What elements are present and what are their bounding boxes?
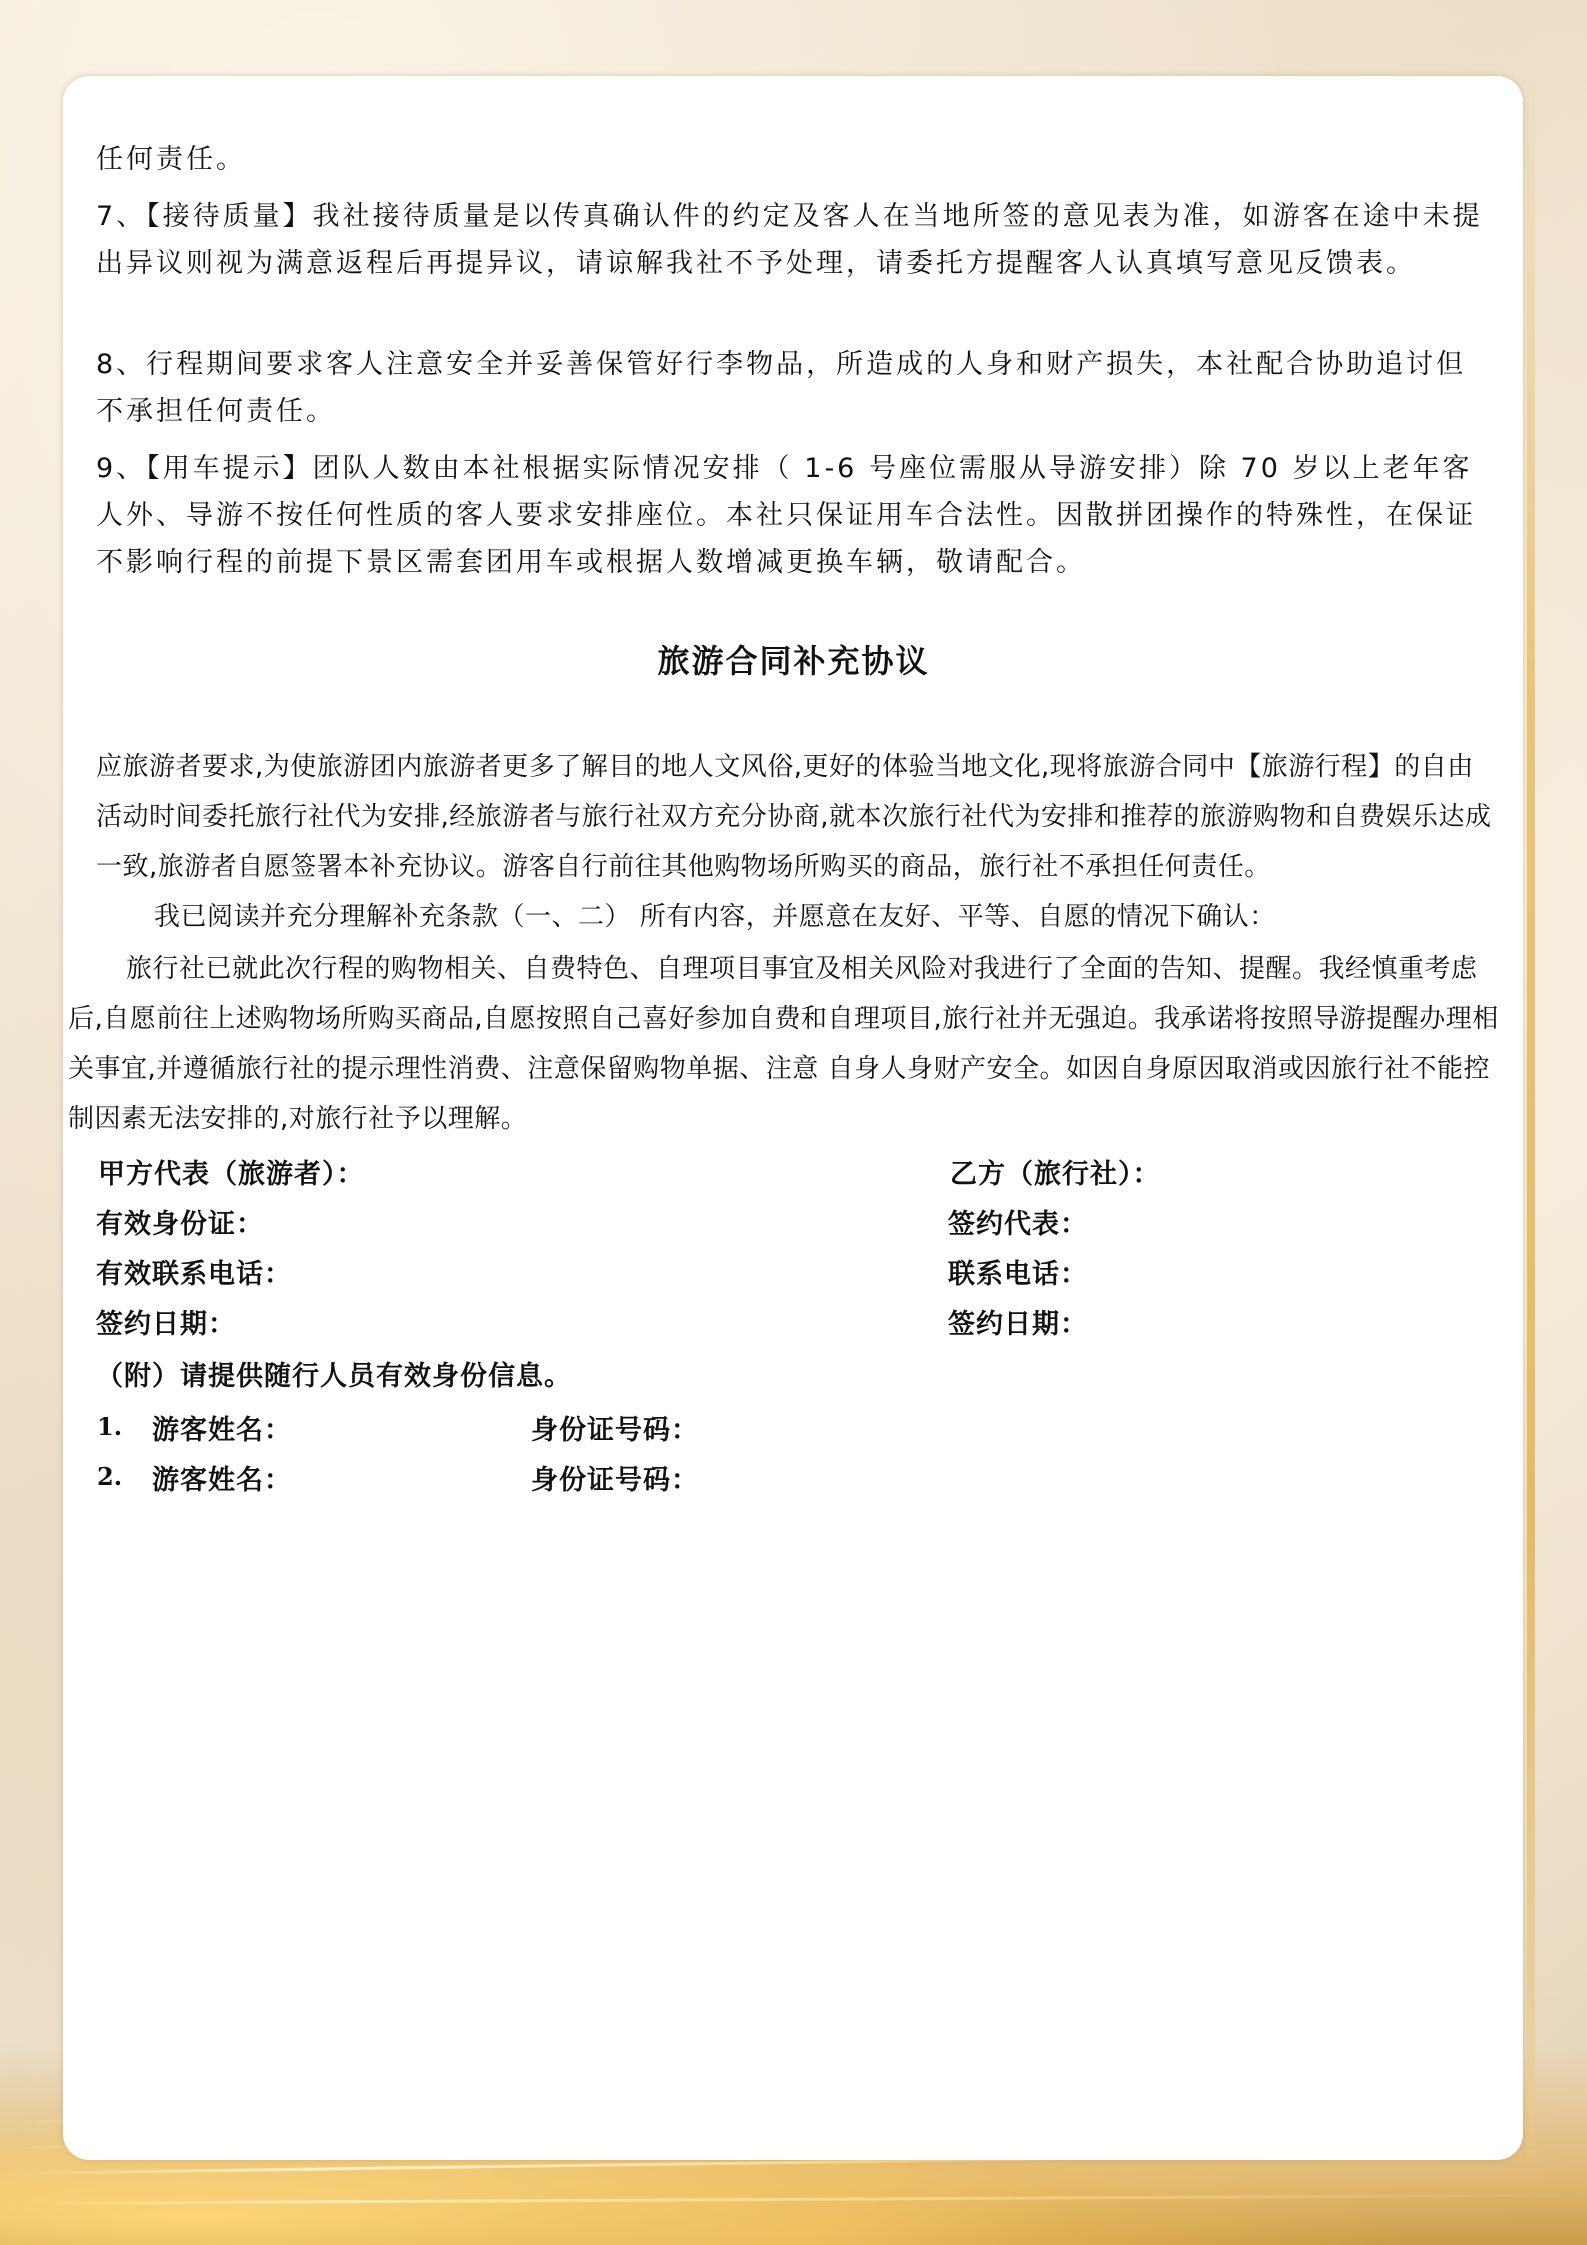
companion-name-label: 游客姓名： bbox=[152, 1465, 292, 1496]
term-8-safety: 8、行程期间要求客人注意安全并妥善保管好行李物品，所造成的人身和财产损失，本社配合协助追讨但不承担任何责任。 bbox=[96, 349, 1467, 427]
party-a-id-label: 有效身份证： bbox=[96, 1209, 264, 1240]
party-a-label: 甲方代表（旅游者）： bbox=[98, 1159, 365, 1190]
companions-note: （附）请提供随行人员有效身份信息。 bbox=[96, 1361, 572, 1392]
agreement-intro: 应旅游者要求,为使旅游团内旅游者更多了解目的地人文风俗,更好的体验当地文化,现将旅游合同中【旅游行程】的自由活动时间委托旅行社代为安排,经旅游者与旅行社双方充分协商,就本次旅行社代为安排和推荐的旅游购物和自费娱乐达成一致,旅游者自愿签署本补充协议。游客自行前往其他购物场所购买的商品，旅行社不承担任何责任。 bbox=[96, 752, 1492, 882]
party-a-date-label: 签约日期： bbox=[96, 1309, 236, 1340]
companion-row-number: 1. bbox=[97, 1412, 123, 1441]
companion-id-label: 身份证号码： bbox=[531, 1415, 699, 1446]
term-9-vehicle: 9、【用车提示】团队人数由本社根据实际情况安排（ 1-6 号座位需服从导游安排）除 70 岁以上老年客人外、导游不按任何性质的客人要求安排座位。本社只保证用车合法性。因散拼团操作的特殊性，在保证不影响行程的前提下景区需套团用车或根据人数增减更换车辆，敬请配合。 bbox=[96, 453, 1476, 578]
companion-row-number: 2. bbox=[97, 1462, 123, 1491]
agreement-statement: 旅行社已就此次行程的购物相关、自费特色、自理项目事宜及相关风险对我进行了全面的告知、提醒。我经慎重考虑后,自愿前往上述购物场所购买商品,自愿按照自己喜好参加自费和自理项目,旅行社并无强迫。我承诺将按照导游提醒办理相关事宜,并遵循旅行社的提示理性消费、注意保留购物单据、注意 自身人身财产安全。如因自身原因取消或因旅行社不能控制因素无法安排的,对旅行社予以理解。 bbox=[68, 954, 1499, 1134]
party-a-phone-label: 有效联系电话： bbox=[96, 1259, 292, 1290]
party-b-phone-label: 联系电话： bbox=[948, 1259, 1088, 1290]
party-b-rep-label: 签约代表： bbox=[948, 1209, 1088, 1240]
term-7-reception-quality: 7、【接待质量】我社接待质量是以传真确认件的约定及客人在当地所签的意见表为准，如游客在途中未提出异议则视为满意返程后再提异议，请谅解我社不予处理，请委托方提醒客人认真填写意见反馈表。 bbox=[96, 201, 1483, 279]
party-b-label: 乙方（旅行社）： bbox=[950, 1159, 1161, 1190]
companion-id-label: 身份证号码： bbox=[531, 1465, 699, 1496]
agreement-title: 旅游合同补充协议 bbox=[657, 642, 930, 680]
party-b-date-label: 签约日期： bbox=[948, 1309, 1088, 1340]
agreement-confirm: 我已阅读并充分理解补充条款（一、二） 所有内容，并愿意在友好、平等、自愿的情况下确认： bbox=[154, 902, 1276, 932]
terms-continued: 任何责任。 bbox=[96, 144, 246, 175]
companion-name-label: 游客姓名： bbox=[152, 1415, 292, 1446]
